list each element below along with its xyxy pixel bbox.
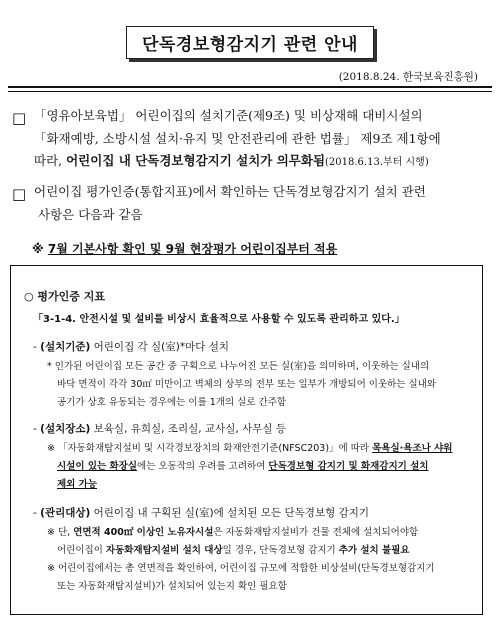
management-note-2a: 어린이집이: [57, 545, 106, 556]
management-note-2b: 자동화재탐지설비 설치 대상: [105, 545, 223, 556]
application-note: [32, 240, 337, 257]
install-location-note-1a: ※ 「자동화재탐지설비 및 시각경보장치의 화재안전기준(NFSC203)」에 따라: [47, 443, 373, 454]
management-note-1a: ※ 단,: [47, 527, 74, 538]
paragraph-1-line-3: [34, 150, 486, 175]
checkbox-bullet-1: □: [12, 109, 27, 127]
install-standard-footnote-2: 바닥 면적이 각각 30㎡ 미만이고 벽체의 상부의 전부 또는 일부가 개방되어 이웃하는 실내와: [57, 379, 437, 390]
paragraph-1-line-3-a: 따라,: [34, 153, 67, 168]
install-location-text: 보육실, 유희실, 조리실, 교사실, 사무실 등: [90, 423, 286, 435]
evaluation-indicator-box: [10, 265, 483, 615]
dash: -: [33, 341, 37, 353]
checkbox-bullet-2: □: [12, 185, 27, 203]
install-location-note-2: [57, 458, 428, 476]
section-install-standard: [33, 338, 229, 356]
management-note-2: [57, 542, 410, 560]
install-standard-label: (설치기준): [40, 341, 91, 353]
install-location-label: (설치장소): [40, 423, 91, 435]
install-location-note-3: 제외 가능: [57, 479, 98, 490]
management-target-text: 어린이집 내 구획된 실(室)에 설치된 모든 단독경보형 감지기: [90, 507, 369, 519]
dash: -: [33, 423, 37, 435]
indicator-text: 「3-1-4. 안전시설 및 설비를 비상시 효율적으로 사용할 수 있도록 관리하고 있다.」: [33, 314, 405, 325]
paragraph-1-line-2: 「화재예방, 소방시설 설치·유지 및 안전관리에 관한 법률」 제9조 제1항에: [34, 130, 441, 146]
paragraph-2-line-2: 사항은 다음과 같음: [38, 206, 143, 222]
section-install-location: [33, 420, 286, 438]
install-location-note-1b: 목욕실·욕조나 샤워: [372, 443, 453, 454]
management-note-1b: 연면적 400㎡ 이상인 노유자시설: [73, 527, 214, 538]
paragraph-2: [34, 181, 486, 226]
paragraph-2-line-1: 어린이집 평가인증(통합지표)에서 확인하는 단독경보형감지기 설치 관련: [34, 184, 426, 199]
document-title: 단독경보형감지기 관련 안내: [126, 26, 374, 59]
install-standard-text: 어린이집 각 실(室)*마다 설치: [90, 341, 230, 353]
management-note-3: ※ 어린이집에서는 총 연면적을 확인하여, 어린이집 규모에 적합한 비상설비(단독경보형감지기: [47, 563, 435, 574]
paragraph-1-line-1: 「영유아보육법」 어린이집의 설치기준(제9조) 및 비상재해 대비시설의: [34, 108, 423, 123]
paragraph-1-effective-date: (2018.6.13.부터 시행): [325, 157, 429, 168]
box-heading: ○ 평가인증 지표: [24, 290, 106, 303]
header-rule-thick: [8, 86, 492, 88]
management-note-2c: 일 경우, 단독경보형 감지기: [222, 545, 339, 556]
paragraph-1: [34, 105, 486, 175]
dash: -: [33, 507, 37, 519]
paragraph-1-emphasis: 어린이집 내 단독경보형감지기 설치가 의무화됨: [66, 153, 326, 168]
install-standard-footnote-3: 공기가 상호 유동되는 경우에는 이를 1개의 실로 간주함: [57, 397, 287, 408]
note-text: 7월 기본사항 확인 및 9월 현장평가 어린이집부터 적용: [47, 242, 338, 256]
management-note-1: [47, 524, 418, 542]
header-rule-thin: [8, 91, 492, 92]
section-management-target: [33, 504, 369, 522]
document-date: (2018.8.24. 한국보육진흥원): [338, 71, 478, 83]
note-mark: ※: [32, 242, 44, 256]
management-note-1c: 은 자동화재탐지설비가 건물 전체에 설치되어야함: [213, 527, 419, 538]
management-note-2d: 추가 설치 불필요: [338, 545, 410, 556]
install-location-note-2b: 에는 오동작의 우려를 고려하여: [137, 461, 269, 472]
install-location-note-2c: 단독경보형 감지기 및 화재감지기 설치: [268, 461, 429, 472]
management-target-label: (관리대상): [40, 507, 91, 519]
install-standard-footnote-1: * 인가된 어린이집 모든 공간 중 구획으로 나누어진 모든 실(室)을 의미하며, 이웃하는 실내의: [47, 361, 430, 372]
install-location-note-1: [47, 440, 452, 458]
management-note-4: 또는 자동화재탐지설비)가 설치되어 있는지 확인 필요함: [57, 581, 287, 592]
install-location-note-2a: 시설이 있는 화장실: [57, 461, 138, 472]
